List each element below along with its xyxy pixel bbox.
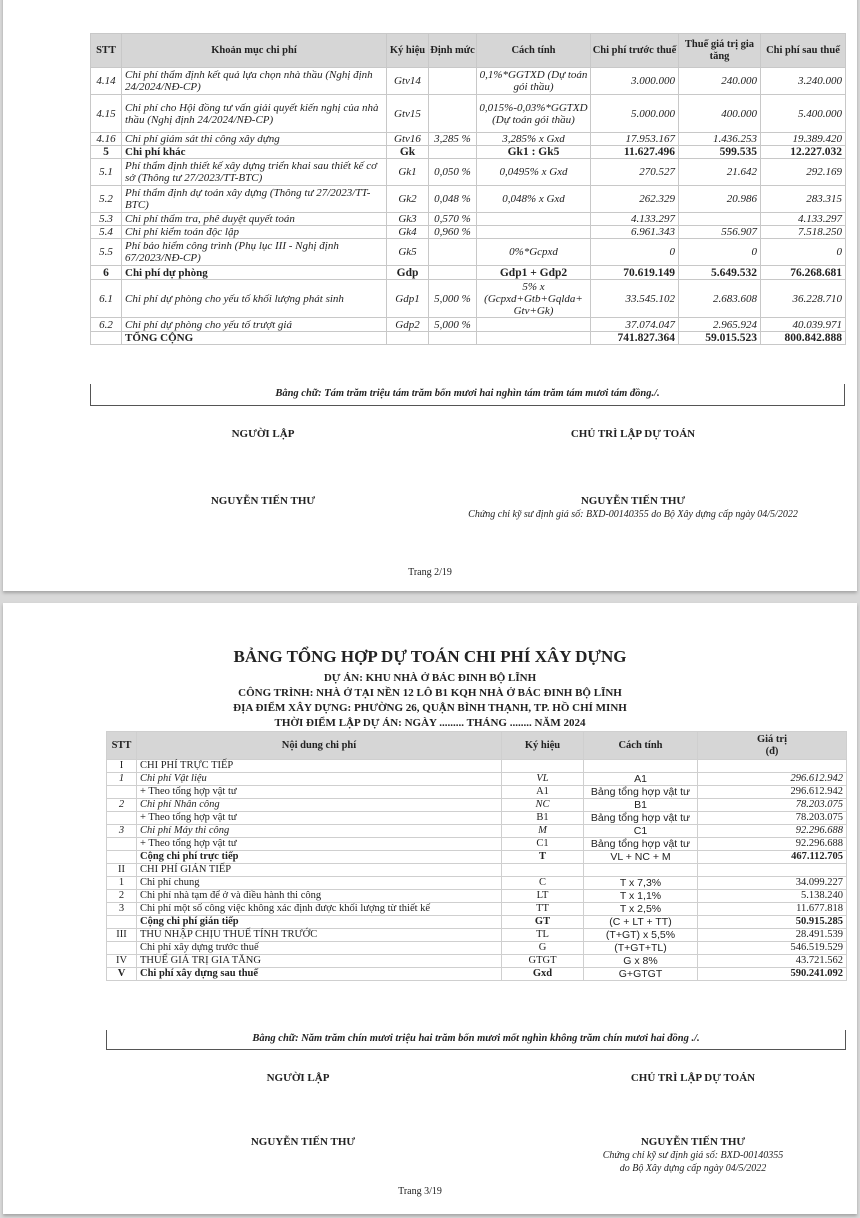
row-content: Chi phí xây dựng trước thuế (137, 942, 502, 955)
amount-in-words: Bằng chữ: Tám trăm triệu tám trăm bốn mươi hai nghìn tám trăm tám mươi tám đồng./. (90, 384, 845, 406)
table-row (91, 133, 846, 146)
row-content: Chi phí Nhân công (137, 799, 502, 812)
row-value (698, 760, 847, 773)
row-content: Cộng chi phí trực tiếp (137, 851, 502, 864)
document-title: BẢNG TỔNG HỢP DỰ TOÁN CHI PHÍ XÂY DỰNG (233, 647, 627, 666)
row-value: 92.296.688 (698, 825, 847, 838)
row-vat: 59.015.523 (679, 332, 761, 345)
row-code: Gtv14 (387, 68, 429, 95)
table-row (107, 955, 847, 968)
table-row (107, 799, 847, 812)
row-stt: V (107, 968, 137, 981)
table-row (91, 266, 846, 280)
row-content: Cộng chi phí gián tiếp (137, 916, 502, 929)
row-code: Gtv16 (387, 133, 429, 146)
row-code (502, 760, 584, 773)
preparer-title: NGƯỜI LẬP (231, 428, 295, 440)
row-stt (91, 332, 122, 345)
row-rate: 5,000 % (429, 280, 477, 318)
row-formula: Bảng tổng hợp vật tư (584, 812, 698, 825)
row-item-name: Chi phí thẩm tra, phê duyệt quyết toán (122, 213, 387, 226)
row-code: Gtv15 (387, 95, 429, 133)
row-code: C1 (502, 838, 584, 851)
row-rate: 0,960 % (429, 226, 477, 239)
table-row (91, 280, 846, 318)
row-pre-tax: 37.074.047 (591, 318, 679, 332)
row-stt: 6 (91, 266, 122, 280)
row-stt: 4.14 (91, 68, 122, 95)
document-page-2 (3, 0, 857, 591)
row-post-tax: 12.227.032 (761, 146, 846, 159)
amount-in-words: Bằng chữ: Năm trăm chín mươi triệu hai trăm bốn mươi mốt nghìn không trăm chín mươi hai đồng ./. (106, 1030, 846, 1050)
header-value (698, 732, 847, 760)
table-row (107, 838, 847, 851)
row-stt: 1 (107, 773, 137, 786)
row-code: GTGT (502, 955, 584, 968)
row-content: Chi phí một số công việc không xác định được khối lượng từ thiết kế (137, 903, 502, 916)
row-stt: 3 (107, 903, 137, 916)
row-pre-tax: 262.329 (591, 186, 679, 213)
row-post-tax: 76.268.681 (761, 266, 846, 280)
row-stt (107, 942, 137, 955)
row-content: + Theo tổng hợp vật tư (137, 838, 502, 851)
row-formula: T x 7,3% (584, 877, 698, 890)
header-item: Khoản mục chi phí (122, 34, 387, 68)
row-formula (477, 332, 591, 345)
row-stt (107, 916, 137, 929)
row-post-tax: 7.518.250 (761, 226, 846, 239)
row-content: THUẾ GIÁ TRỊ GIA TĂNG (137, 955, 502, 968)
row-value: 78.203.075 (698, 799, 847, 812)
row-stt: 5.3 (91, 213, 122, 226)
row-pre-tax: 11.627.496 (591, 146, 679, 159)
row-value: 50.915.285 (698, 916, 847, 929)
row-pre-tax: 741.827.364 (591, 332, 679, 345)
row-formula: 0,015%-0,03%*GGTXD (Dự toán gói thầu) (477, 95, 591, 133)
table-row (91, 239, 846, 266)
table-row (107, 773, 847, 786)
table-row (107, 760, 847, 773)
lead-estimator-name: NGUYỄN TIẾN THƯ (580, 495, 686, 507)
row-vat: 0 (679, 239, 761, 266)
table-row (91, 332, 846, 345)
table-row (91, 95, 846, 133)
row-stt: 6.2 (91, 318, 122, 332)
row-rate (429, 332, 477, 345)
row-formula: C1 (584, 825, 698, 838)
preparer-name: NGUYỄN TIẾN THƯ (210, 495, 316, 507)
row-value: 296.612.942 (698, 786, 847, 799)
row-content: THU NHẬP CHỊU THUẾ TÍNH TRƯỚC (137, 929, 502, 942)
row-item-name: TỔNG CỘNG (122, 332, 387, 345)
construction-summary-table (106, 731, 847, 981)
table-row (107, 916, 847, 929)
row-content: + Theo tổng hợp vật tư (137, 786, 502, 799)
row-pre-tax: 4.133.297 (591, 213, 679, 226)
table-row (107, 968, 847, 981)
row-post-tax: 3.240.000 (761, 68, 846, 95)
table-row (107, 877, 847, 890)
row-formula: (T+GT) x 5,5% (584, 929, 698, 942)
row-value (698, 864, 847, 877)
row-formula: B1 (584, 799, 698, 812)
row-rate: 0,570 % (429, 213, 477, 226)
construction-location: ĐỊA ĐIỂM XÂY DỰNG: PHƯỜNG 26, QUẬN BÌNH THẠNH, TP. HỒ CHÍ MINH (233, 702, 627, 714)
row-formula: T x 2,5% (584, 903, 698, 916)
table-row (107, 890, 847, 903)
row-item-name: Chi phí kiểm toán độc lập (122, 226, 387, 239)
row-post-tax: 0 (761, 239, 846, 266)
row-rate: 0,048 % (429, 186, 477, 213)
row-vat: 2.965.924 (679, 318, 761, 332)
row-content: + Theo tổng hợp vật tư (137, 812, 502, 825)
header-stt: STT (91, 34, 122, 68)
table-header-row (107, 732, 847, 760)
row-item-name: Phí bảo hiểm công trình (Phụ lục III - Nghị định 67/2023/NĐ-CP) (122, 239, 387, 266)
row-stt: 4.15 (91, 95, 122, 133)
row-formula: 3,285% x Gxd (477, 133, 591, 146)
row-stt: 5.1 (91, 159, 122, 186)
table-row (91, 146, 846, 159)
row-code: Gk1 (387, 159, 429, 186)
row-post-tax: 36.228.710 (761, 280, 846, 318)
row-pre-tax: 270.527 (591, 159, 679, 186)
row-item-name: Phí thẩm định thiết kế xây dựng triển khai sau thiết kế cơ sở (Thông tư 27/2023/TT-BTC) (122, 159, 387, 186)
table-row (91, 318, 846, 332)
row-stt (107, 786, 137, 799)
row-formula: Gk1 : Gk5 (477, 146, 591, 159)
row-stt: 5.5 (91, 239, 122, 266)
table-row (91, 226, 846, 239)
row-stt (107, 812, 137, 825)
row-code: Gk (387, 146, 429, 159)
table-row (107, 786, 847, 799)
table-row (91, 186, 846, 213)
row-code: G (502, 942, 584, 955)
row-code: Gxd (502, 968, 584, 981)
table-row (107, 812, 847, 825)
table-row (107, 942, 847, 955)
row-code: VL (502, 773, 584, 786)
row-post-tax: 800.842.888 (761, 332, 846, 345)
row-content: Chi phí nhà tạm để ở và điều hành thi công (137, 890, 502, 903)
header-formula: Cách tính (584, 732, 698, 760)
row-value: 296.612.942 (698, 773, 847, 786)
row-pre-tax: 3.000.000 (591, 68, 679, 95)
row-code: A1 (502, 786, 584, 799)
table-row (91, 159, 846, 186)
lead-estimator-name: NGUYỄN TIẾN THƯ (640, 1136, 746, 1148)
row-stt (107, 838, 137, 851)
row-pre-tax: 17.953.167 (591, 133, 679, 146)
row-code: TL (502, 929, 584, 942)
row-vat: 20.986 (679, 186, 761, 213)
row-vat: 1.436.253 (679, 133, 761, 146)
header-value-unit: (đ) (765, 745, 779, 757)
page-number: Trang 2/19 (408, 567, 452, 578)
table-row (107, 825, 847, 838)
row-item-name: Chi phí dự phòng cho yếu tố trượt giá (122, 318, 387, 332)
row-value: 590.241.092 (698, 968, 847, 981)
row-pre-tax: 70.619.149 (591, 266, 679, 280)
row-post-tax: 4.133.297 (761, 213, 846, 226)
table-header-row (91, 34, 846, 68)
row-content: Chi phí Máy thi công (137, 825, 502, 838)
row-formula: T x 1,1% (584, 890, 698, 903)
header-code: Ký hiệu (387, 34, 429, 68)
row-formula: 0,1%*GGTXD (Dự toán gói thầu) (477, 68, 591, 95)
row-item-name: Chi phí cho Hội đồng tư vấn giải quyết kiến nghị của nhà thầu (Nghị định 24/2024/NĐ-CP) (122, 95, 387, 133)
row-rate (429, 239, 477, 266)
lead-estimator-title: CHỦ TRÌ LẬP DỰ TOÁN (570, 428, 696, 440)
row-formula: G x 8% (584, 955, 698, 968)
row-stt: 6.1 (91, 280, 122, 318)
header-vat: Thuế giá trị gia tăng (679, 34, 761, 68)
row-value: 78.203.075 (698, 812, 847, 825)
document-page-3 (3, 603, 857, 1214)
row-formula: VL + NC + M (584, 851, 698, 864)
row-post-tax: 5.400.000 (761, 95, 846, 133)
row-post-tax: 292.169 (761, 159, 846, 186)
row-stt: 1 (107, 877, 137, 890)
row-rate: 3,285 % (429, 133, 477, 146)
row-item-name: Chi phí khác (122, 146, 387, 159)
row-formula: 0,048% x Gxd (477, 186, 591, 213)
header-stt: STT (107, 732, 137, 760)
preparer-title: NGƯỜI LẬP (266, 1072, 330, 1084)
row-code: Gdp2 (387, 318, 429, 332)
row-content: CHI PHÍ TRỰC TIẾP (137, 760, 502, 773)
row-formula (477, 318, 591, 332)
row-stt: 4.16 (91, 133, 122, 146)
table-row (107, 929, 847, 942)
row-content: Chi phí Vật liệu (137, 773, 502, 786)
row-formula: Bảng tổng hợp vật tư (584, 786, 698, 799)
row-vat: 21.642 (679, 159, 761, 186)
row-post-tax: 283.315 (761, 186, 846, 213)
row-formula: A1 (584, 773, 698, 786)
certificate-number: Chứng chỉ kỹ sư định giá số: BXD-00140355 (602, 1150, 784, 1161)
row-code (387, 332, 429, 345)
row-item-name: Chi phí thẩm định kết quả lựa chọn nhà thầu (Nghị định 24/2024/NĐ-CP) (122, 68, 387, 95)
table-row (91, 213, 846, 226)
row-stt: 2 (107, 890, 137, 903)
project-name: DỰ ÁN: KHU NHÀ Ở BÁC ĐINH BỘ LĨNH (323, 672, 537, 684)
row-stt: 3 (107, 825, 137, 838)
lead-estimator-title: CHỦ TRÌ LẬP DỰ TOÁN (630, 1072, 756, 1084)
row-code: Gdp (387, 266, 429, 280)
row-formula: Gdp1 + Gdp2 (477, 266, 591, 280)
row-formula (584, 760, 698, 773)
row-code: NC (502, 799, 584, 812)
page-number: Trang 3/19 (398, 1186, 442, 1197)
row-vat: 240.000 (679, 68, 761, 95)
row-vat: 5.649.532 (679, 266, 761, 280)
cost-items-table (90, 33, 846, 345)
row-post-tax: 40.039.971 (761, 318, 846, 332)
row-code: Gk4 (387, 226, 429, 239)
row-item-name: Chi phí dự phòng cho yếu tố khối lượng phát sinh (122, 280, 387, 318)
row-formula: (T+GT+TL) (584, 942, 698, 955)
row-vat: 2.683.608 (679, 280, 761, 318)
row-pre-tax: 0 (591, 239, 679, 266)
table-row (107, 903, 847, 916)
row-item-name: Chi phí giám sát thi công xây dựng (122, 133, 387, 146)
row-formula (584, 864, 698, 877)
row-stt: 2 (107, 799, 137, 812)
row-post-tax: 19.389.420 (761, 133, 846, 146)
row-stt (107, 851, 137, 864)
row-value: 546.519.529 (698, 942, 847, 955)
header-rate: Định mức (429, 34, 477, 68)
certificate-issuer: do Bộ Xây dựng cấp ngày 04/5/2022 (619, 1163, 767, 1174)
row-formula: 0%*Gcpxd (477, 239, 591, 266)
row-stt: II (107, 864, 137, 877)
row-value: 34.099.227 (698, 877, 847, 890)
header-value-label: Giá trị (756, 733, 788, 745)
row-code (502, 864, 584, 877)
row-value: 11.677.818 (698, 903, 847, 916)
row-code: GT (502, 916, 584, 929)
row-rate (429, 95, 477, 133)
row-rate (429, 68, 477, 95)
work-name: CÔNG TRÌNH: NHÀ Ở TẠI NỀN 12 LÔ B1 KQH NHÀ Ở BÁC ĐINH BỘ LĨNH (238, 687, 622, 699)
header-content: Nội dung chi phí (137, 732, 502, 760)
row-formula: G+GTGT (584, 968, 698, 981)
preparer-name: NGUYỄN TIẾN THƯ (250, 1136, 356, 1148)
header-post-tax: Chi phí sau thuế (761, 34, 846, 68)
row-value: 28.491.539 (698, 929, 847, 942)
row-item-name: Phí thẩm định dự toán xây dựng (Thông tư 27/2023/TT-BTC) (122, 186, 387, 213)
row-stt: IV (107, 955, 137, 968)
row-code: TT (502, 903, 584, 916)
row-value: 5.138.240 (698, 890, 847, 903)
row-content: Chi phí xây dựng sau thuế (137, 968, 502, 981)
row-code: Gk2 (387, 186, 429, 213)
row-code: B1 (502, 812, 584, 825)
header-pre-tax: Chi phí trước thuế (591, 34, 679, 68)
header-formula: Cách tính (477, 34, 591, 68)
row-code: M (502, 825, 584, 838)
row-vat (679, 213, 761, 226)
row-formula (477, 213, 591, 226)
row-vat: 556.907 (679, 226, 761, 239)
row-code: C (502, 877, 584, 890)
table-row (107, 864, 847, 877)
row-code: Gk5 (387, 239, 429, 266)
row-content: Chi phí chung (137, 877, 502, 890)
row-code: T (502, 851, 584, 864)
row-value: 43.721.562 (698, 955, 847, 968)
row-pre-tax: 5.000.000 (591, 95, 679, 133)
row-stt: 5 (91, 146, 122, 159)
row-formula: 5% x (Gcpxd+Gtb+Gqlda+ Gtv+Gk) (477, 280, 591, 318)
row-formula: 0,0495% x Gxd (477, 159, 591, 186)
table-row (91, 68, 846, 95)
row-formula (477, 226, 591, 239)
row-rate (429, 266, 477, 280)
row-stt: 5.2 (91, 186, 122, 213)
certificate-info: Chứng chỉ kỹ sư định giá số: BXD-00140355 do Bộ Xây dựng cấp ngày 04/5/2022 (468, 509, 798, 520)
row-value: 467.112.705 (698, 851, 847, 864)
row-value: 92.296.688 (698, 838, 847, 851)
row-stt: I (107, 760, 137, 773)
row-pre-tax: 6.961.343 (591, 226, 679, 239)
row-formula: Bảng tổng hợp vật tư (584, 838, 698, 851)
estimate-date: THỜI ĐIỂM LẬP DỰ ÁN: NGÀY ......... THÁNG ........ NĂM 2024 (274, 717, 586, 729)
row-pre-tax: 33.545.102 (591, 280, 679, 318)
row-rate: 0,050 % (429, 159, 477, 186)
row-item-name: Chi phí dự phòng (122, 266, 387, 280)
row-code: Gdp1 (387, 280, 429, 318)
row-stt: 5.4 (91, 226, 122, 239)
header-code: Ký hiệu (502, 732, 584, 760)
row-rate (429, 146, 477, 159)
row-stt: III (107, 929, 137, 942)
row-vat: 400.000 (679, 95, 761, 133)
row-vat: 599.535 (679, 146, 761, 159)
row-code: LT (502, 890, 584, 903)
row-rate: 5,000 % (429, 318, 477, 332)
table-row (107, 851, 847, 864)
row-code: Gk3 (387, 213, 429, 226)
row-content: CHI PHÍ GIÁN TIẾP (137, 864, 502, 877)
row-formula: (C + LT + TT) (584, 916, 698, 929)
